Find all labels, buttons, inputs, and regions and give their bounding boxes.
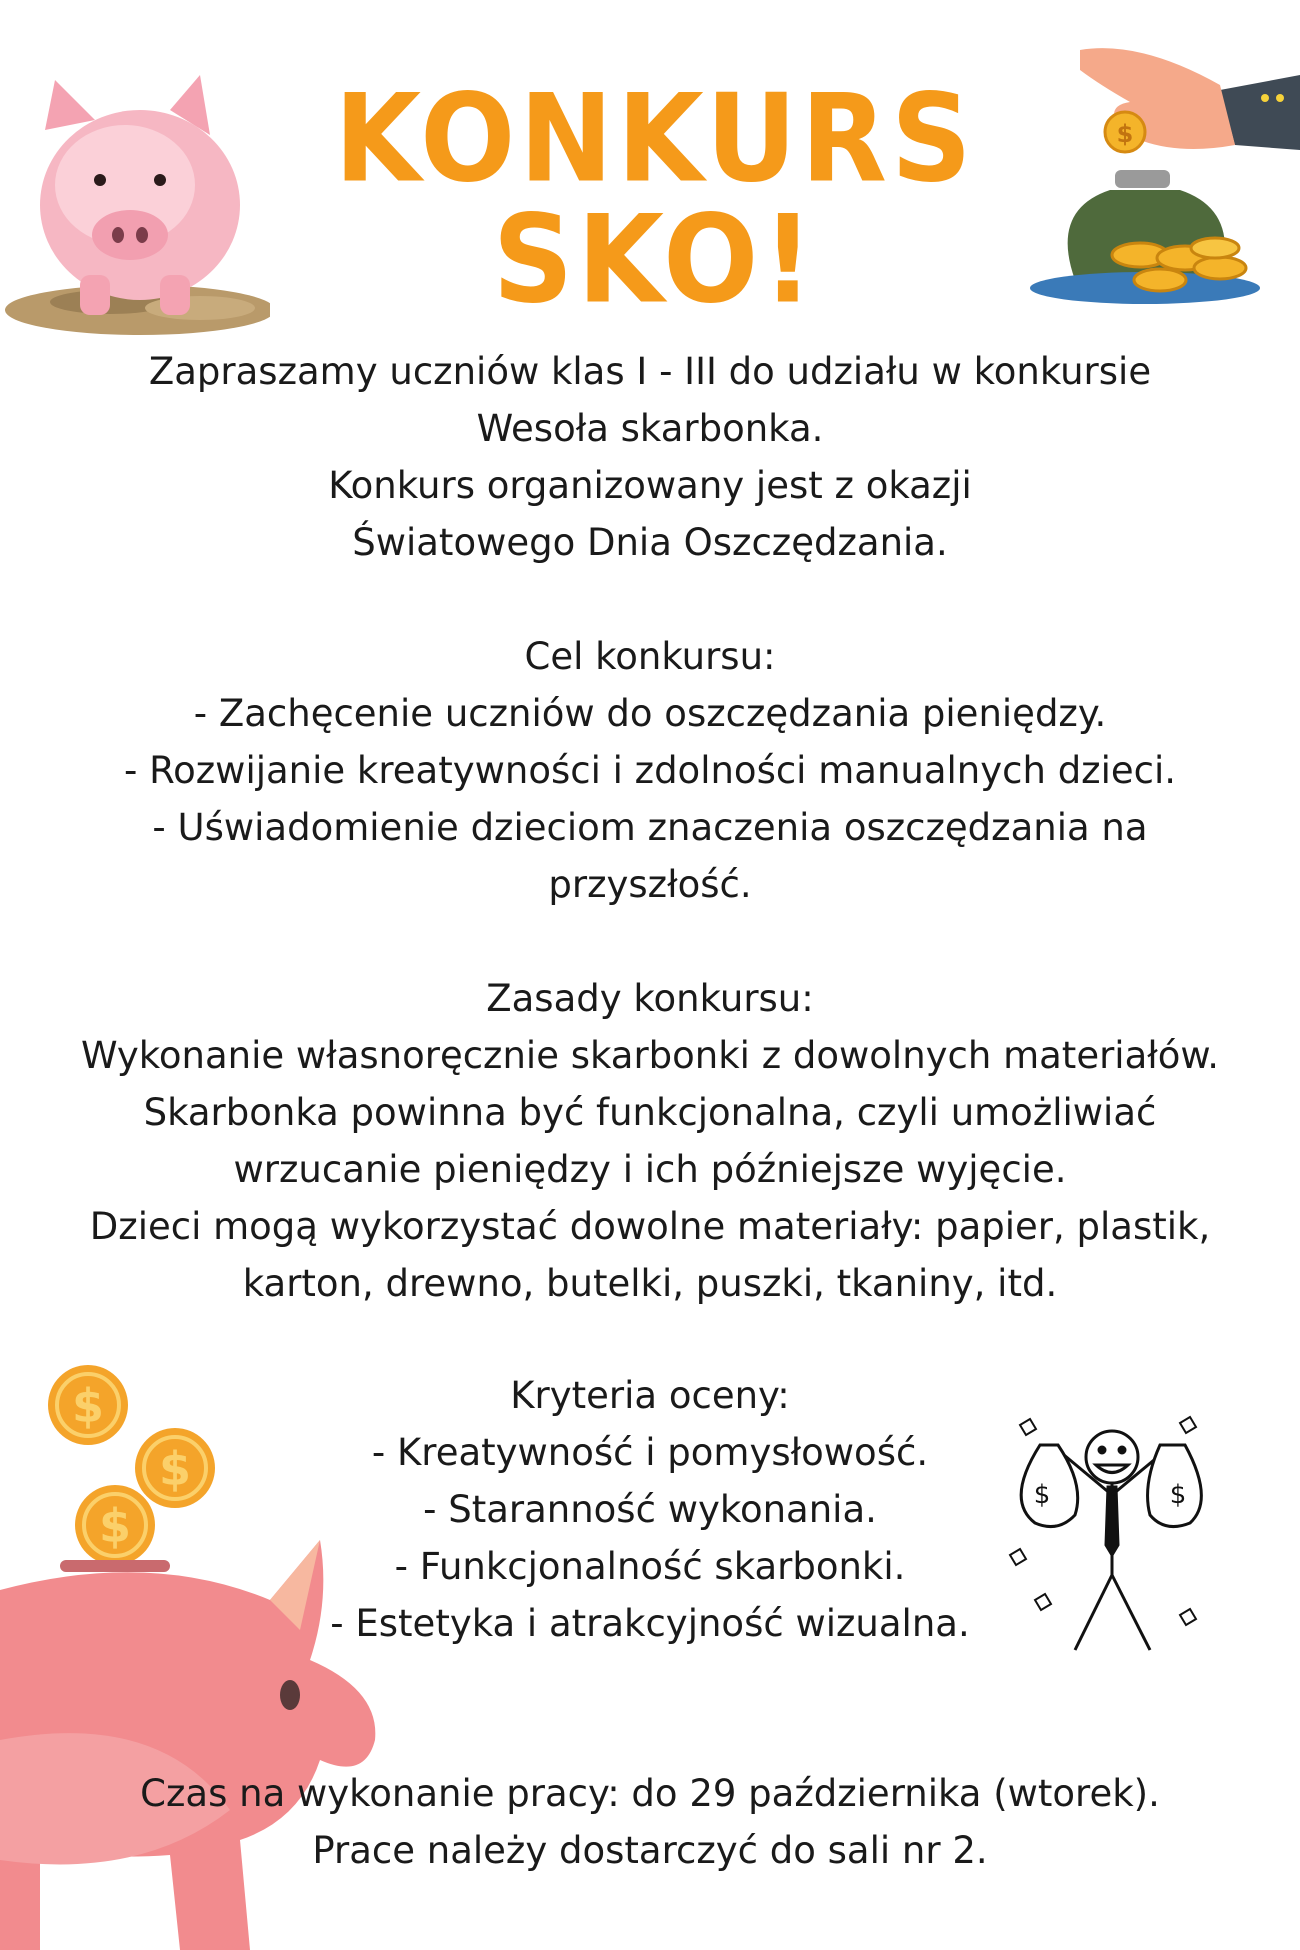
criteria-heading: Kryteria oceny: — [510, 1374, 790, 1417]
coin-symbol: $ — [98, 1499, 132, 1553]
poster-title: KONKURS SKO! — [334, 69, 976, 331]
coin-symbol: $ — [158, 1442, 192, 1496]
intro-line: Światowego Dnia Oszczędzania. — [352, 521, 948, 564]
deadline-line: Czas na wykonanie pracy: do 29 października (wtorek). — [140, 1772, 1160, 1815]
rules-line: Dzieci mogą wykorzystać dowolne materiały: papier, plastik, — [89, 1205, 1211, 1248]
intro-line: Zapraszamy uczniów klas I - III do udziału w konkursie — [148, 350, 1152, 393]
deadline-line: Prace należy dostarczyć do sali nr 2. — [312, 1829, 988, 1872]
goal-line: - Uświadomienie dzieciom znaczenia oszczędzania na — [152, 806, 1148, 849]
goal-line: - Zachęcenie uczniów do oszczędzania pieniędzy. — [193, 692, 1107, 735]
purse-coins-icon — [1020, 30, 1300, 310]
stickman-money-bags-icon — [1000, 1405, 1225, 1665]
intro-line: Konkurs organizowany jest z okazji — [328, 464, 972, 507]
goal-line: - Rozwijanie kreatywności i zdolności manualnych dzieci. — [123, 749, 1177, 792]
criteria-line: - Estetyka i atrakcyjność wizualna. — [330, 1602, 970, 1645]
rules-line: Wykonanie własnoręcznie skarbonki z dowolnych materiałów. — [80, 1034, 1220, 1077]
criteria-line: - Kreatywność i pomysłowość. — [371, 1431, 929, 1474]
coin-symbol: $ — [1169, 1480, 1187, 1510]
criteria-line: - Staranność wykonania. — [423, 1488, 877, 1531]
coin-symbol: $ — [71, 1379, 105, 1433]
goal-section — [30, 628, 1270, 913]
intro-line: Wesoła skarbonka. — [476, 407, 824, 450]
goal-heading: Cel konkursu: — [524, 635, 776, 678]
intro-section — [30, 343, 1270, 571]
criteria-line: - Funkcjonalność skarbonki. — [394, 1545, 906, 1588]
rules-line: wrzucanie pieniędzy i ich późniejsze wyjęcie. — [233, 1148, 1067, 1191]
coin-symbol: $ — [1116, 120, 1134, 148]
rules-line: Skarbonka powinna być funkcjonalna, czyli umożliwiać — [143, 1091, 1157, 1134]
rules-line: karton, drewno, butelki, puszki, tkaniny, itd. — [242, 1262, 1058, 1305]
rules-section — [30, 970, 1270, 1312]
rules-heading: Zasady konkursu: — [486, 977, 814, 1020]
coin-symbol: $ — [1033, 1480, 1051, 1510]
goal-line: przyszłość. — [548, 863, 752, 906]
deadline-section — [30, 1765, 1270, 1879]
